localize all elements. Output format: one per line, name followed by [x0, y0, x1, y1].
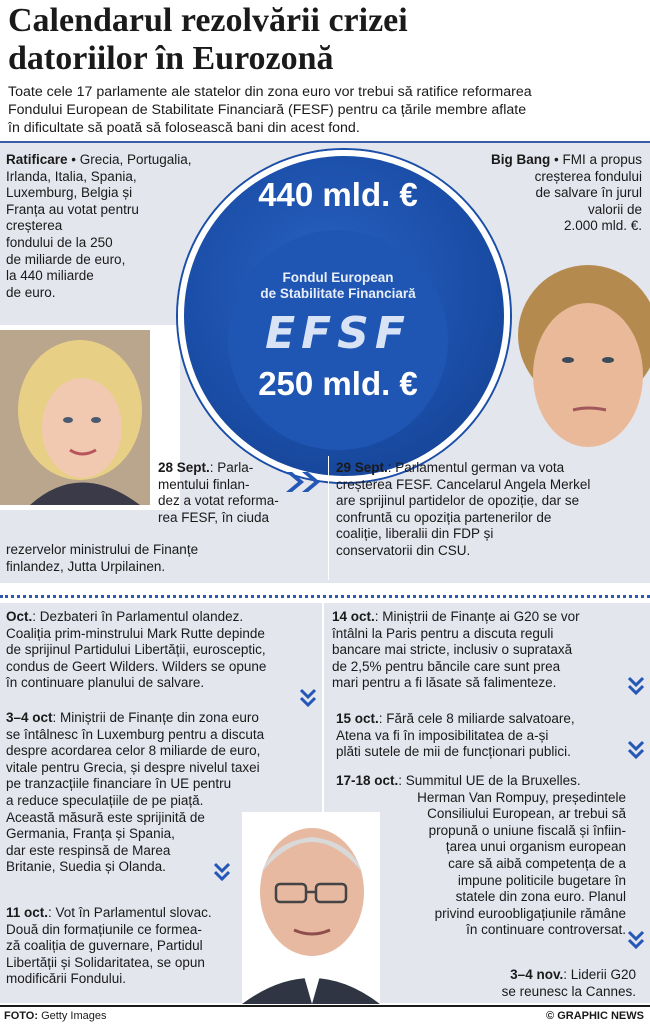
- bigbang-label: Big Bang: [490, 152, 551, 167]
- portrait-woman-icon: [0, 330, 150, 505]
- oct-block: Oct.: Dezbateri în Parlamentul olandez. Coaliția prim-minstrului Mark Rutte depinde de sprijinul Partidului Libertății, eurosceptic, condus de Geert Wilders. Wilders se opune în continuare planului de salvare.: [6, 609, 267, 691]
- amount-440: 440 mld. €: [258, 176, 418, 213]
- oct15-label: 15 oct.: [336, 711, 379, 726]
- photo-credit: [4, 1010, 107, 1022]
- oct11-label: 11 oct.: [6, 905, 49, 920]
- oct1718-block: 17-18 oct.: Summitul UE de la Bruxelles. Herman Van Rompuy, președintele Consiliului European, ar trebui să propună o uniune fiscală și înfiin- țarea unui organism european care să aibă competența de a impune politicile bugetare în statele din zona euro. Planul privind euroobligațiunile rămâne în continuare controversat.: [336, 773, 626, 938]
- oct14-label: 14 oct.: [332, 609, 375, 624]
- portrait-woman-icon: [488, 250, 650, 455]
- title-line-1: Calendarul rezolvării crizei: [8, 2, 408, 39]
- amount-250: 250 mld. €: [258, 365, 418, 402]
- photo-credit-value: Getty Images: [38, 1010, 107, 1022]
- photo-credit-label: FOTO:: [4, 1010, 39, 1022]
- chevron-down-icon: [628, 676, 644, 697]
- oct-label: Oct.: [6, 609, 33, 624]
- oct11-block: 11 oct.: Vot în Parlamentul slovac. Două din formațiunile ce formea- ză coaliția de guvernare, Partidul Libertății și Solidaritatea, se opun modificării Fondului.: [6, 905, 212, 987]
- nov34-label: 3–4 nov.: [510, 967, 564, 982]
- oct15-block: 15 oct.: Fără cele 8 miliarde salvatoare, Atena va fi în imposibilitatea de a-și plăti sutele de mii de funcționari publici.: [336, 711, 575, 760]
- sept28-block: 28 Sept.: Parla- mentului finlan- dez a votat reforma- rea FESF, în ciuda: [158, 460, 279, 525]
- ratificare-label: Ratificare: [6, 152, 68, 167]
- chevron-down-icon: [628, 930, 644, 951]
- oct34-label: 3–4 oct: [6, 710, 53, 725]
- graphic-news-brand: © GRAPHIC NEWS: [546, 1010, 644, 1022]
- oct14-block: 14 oct.: Miniștrii de Finanțe ai G20 se vor întâlni la Paris pentru a discuta reguli bancare mai stricte, inclusiv o suprataxă de 2,5% pentru băncile care sunt prea mari pentru a fi lăsate să falimenteze.: [332, 609, 580, 691]
- intro-line: Toate cele 17 parlamente ale statelor din zona euro vor trebui să ratifice reformarea: [8, 84, 532, 100]
- page-title: [8, 2, 648, 78]
- oct1718-label: 17-18 oct.: [336, 773, 399, 788]
- footer-rule: [0, 1005, 650, 1007]
- nov34-block: 3–4 nov.: Liderii G20 se reunesc la Cannes.: [501, 967, 636, 999]
- efsf-logo: EFSF: [265, 308, 411, 359]
- ratificare-block: Ratificare • Grecia, Portugalia, Irlanda, Italia, Spania, Luxemburg, Belgia și Franța au votat pentru creșterea fondului de la 250 de miliarde de euro, la 440 miliarde de euro.: [6, 152, 192, 300]
- intro-line: în dificultate să poată să folosească bani din acest fond.: [8, 120, 360, 136]
- sept29-block: 29 Sept.: Parlamentul german va vota creșterea FESF. Cancelarul Angela Merkel are sprijinul partidelor de opoziție, dar se confruntă cu opoziția partenerilor de coaliție, liberalii din FDP și conservatorii din CSU.: [336, 460, 591, 558]
- photo-jutta-urpilainen: [0, 330, 150, 505]
- double-chevron-right-icon: [284, 470, 324, 499]
- intro-text: [8, 83, 644, 137]
- sept29-label: 29 Sept.: [336, 460, 388, 475]
- bigbang-block: Big Bang • FMI a propus creșterea fondului de salvare în jurul valorii de 2.000 mld. €.: [490, 152, 642, 234]
- chevron-down-icon: [300, 688, 316, 709]
- column-divider: [328, 456, 329, 580]
- sept28-cont: rezervelor ministrului de Finanțe finlandez, Jutta Urpilainen.: [6, 542, 199, 574]
- intro-line: Fondului European de Stabilitate Financiară (FESF) pentru ca țările membre aflate: [8, 102, 527, 118]
- fund-name: Fondul European de Stabilitate Financiară: [260, 270, 416, 301]
- chevron-down-icon: [628, 740, 644, 761]
- sept28-label: 28 Sept.: [158, 460, 210, 475]
- photo-angela-merkel: [488, 250, 650, 455]
- oct34-block: 3–4 oct: Miniștrii de Finanțe din zona euro se întâlnesc în Luxemburg pentru a discuta despre acordarea celor 8 miliarde de euro, vitale pentru Grecia, și despre nivelul taxei pe tranzacțiile financiare în UE pentru a reduce speculațiile de pe piață. Această măsură este sprijinită de Germania, Franța și Spania, dar este respinsă de Marea Britanie, Suedia și Olanda.: [6, 710, 265, 875]
- dotted-separator: [0, 595, 650, 598]
- chevron-down-icon: [214, 862, 230, 883]
- title-line-2: datoriilor în Eurozonă: [8, 40, 334, 77]
